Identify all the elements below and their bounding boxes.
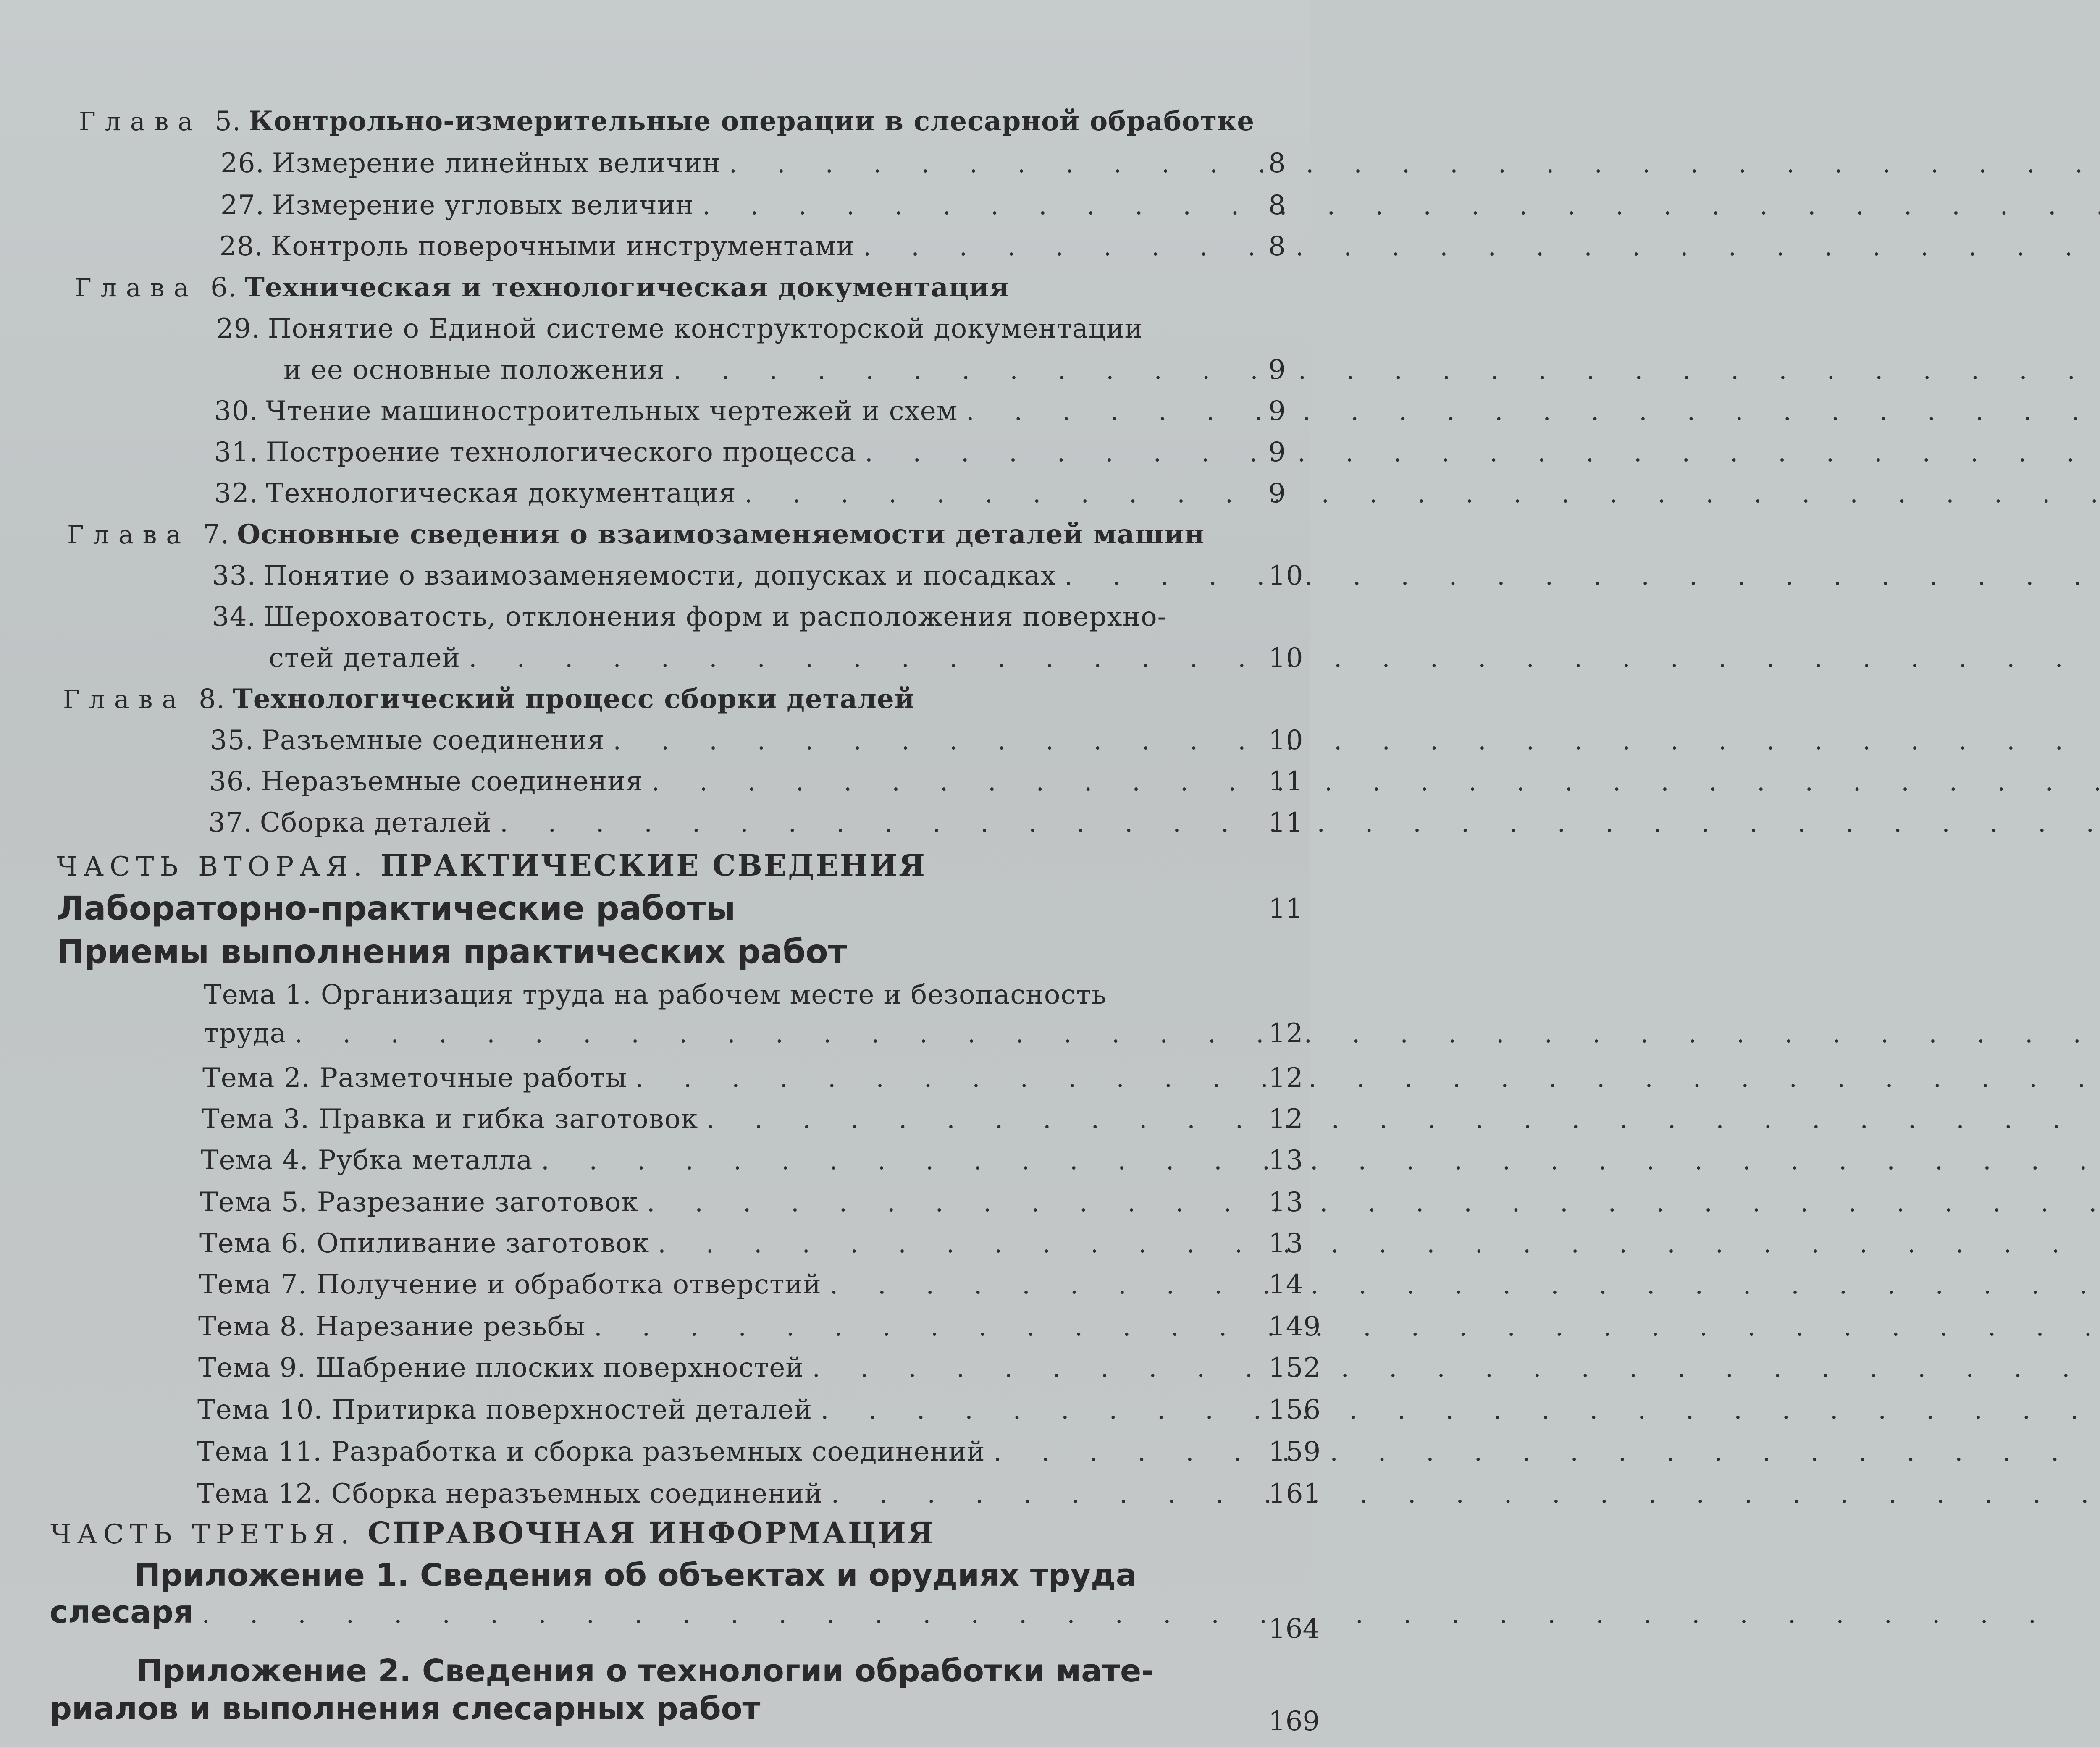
entry-number: 31. <box>214 437 258 468</box>
topic-title: Опиливание заготовок <box>316 1228 650 1259</box>
page-number: 156 <box>1268 1394 1321 1425</box>
leader-dots <box>821 1390 2100 1431</box>
part-prefix: ЧАСТЬ ВТОРАЯ. <box>57 851 368 882</box>
leader-dots <box>993 1432 2100 1473</box>
leader-dots <box>1064 556 2100 597</box>
topic-title: Сборка неразъемных соединений <box>331 1478 823 1509</box>
leader-dots <box>594 1306 2100 1348</box>
entry-number: 26. <box>220 148 265 179</box>
section-title: Лабораторно-практические работы <box>57 890 736 928</box>
page-number: 13 <box>1268 1187 1304 1218</box>
chapter-prefix: Глава <box>79 107 202 136</box>
leader-dots <box>729 143 2100 184</box>
leader-dots <box>658 1223 2100 1264</box>
leader-dots <box>745 473 2100 514</box>
entry-number: 33. <box>212 560 256 591</box>
page-number: 159 <box>1268 1436 1321 1467</box>
appendix-title: Приложение 2. Сведения о технологии обработки мате- <box>136 1653 1154 1689</box>
topic-label: Тема 8. <box>198 1311 306 1342</box>
topic-entry[interactable] <box>0 1182 1310 1223</box>
page-number: 152 <box>1268 1352 1321 1383</box>
leader-dots <box>673 350 2100 391</box>
topic-label: Тема 12. <box>197 1478 322 1509</box>
chapter-prefix: Глава <box>67 520 191 550</box>
topic-title: Нарезание резьбы <box>315 1311 586 1342</box>
entry-title: Контроль поверочными инструментами <box>270 231 855 262</box>
chapter-heading <box>0 101 1310 142</box>
entry-title: Понятие о Единой системе конструкторской документации <box>268 313 1143 344</box>
topic-entry[interactable] <box>0 1264 1310 1305</box>
entry-title: Измерение линейных величин <box>272 148 721 179</box>
entry-title: Чтение машиностроительных чертежей и схем <box>265 396 958 427</box>
topic-entry[interactable] <box>0 1347 1321 1388</box>
page-number: 8 <box>1268 148 1286 179</box>
entry-title: Сборка деталей <box>260 807 492 838</box>
page-number: 10 <box>1268 560 1304 591</box>
toc-entry[interactable] <box>0 143 1310 184</box>
toc-entry[interactable] <box>0 596 1310 637</box>
page-number: 149 <box>1268 1311 1321 1342</box>
entry-number: 27. <box>220 190 265 221</box>
topic-label: Тема 10. <box>197 1394 323 1425</box>
page-number: 12 <box>1268 1018 1304 1049</box>
page-number: 9 <box>1268 437 1286 468</box>
page-number: 11 <box>1268 807 1304 838</box>
topic-title: Разработка и сборка разъемных соединений <box>331 1436 985 1467</box>
entry-title: Технологическая документация <box>265 478 736 509</box>
entry-number: 35. <box>210 725 254 756</box>
entry-number: 30. <box>214 396 258 427</box>
entry-title: Неразъемные соединения <box>260 766 643 797</box>
topic-entry[interactable] <box>0 1140 1310 1181</box>
topic-title: Шабрение плоских поверхностей <box>315 1352 804 1383</box>
leader-dots <box>613 720 2100 761</box>
leader-dots <box>702 185 2100 226</box>
page-number: 12 <box>1268 1104 1304 1135</box>
page-number: 10 <box>1268 725 1304 756</box>
page-number: 8 <box>1268 231 1286 262</box>
leader-dots <box>541 1140 2100 1181</box>
chapter-number: 5. <box>215 106 242 137</box>
entry-number: 36. <box>209 766 253 797</box>
topic-title: Получение и обработка отверстий <box>316 1269 822 1300</box>
toc-entry[interactable] <box>0 555 1310 596</box>
topic-label: Тема 7. <box>199 1269 307 1300</box>
topic-label: Тема 5. <box>200 1187 308 1218</box>
chapter-number: 8. <box>199 684 226 715</box>
chapter-number: 6. <box>210 272 237 303</box>
entry-number: 37. <box>208 807 252 838</box>
chapter-title: Основные сведения о взаимозаменяемости деталей машин <box>237 519 1205 550</box>
entry-title: Разъемные соединения <box>261 725 605 756</box>
entry-title: Понятие о взаимозаменяемости, допусках и посадках <box>263 560 1056 591</box>
topic-label: Тема 2. <box>202 1062 310 1094</box>
topic-label: Тема 9. <box>198 1352 306 1383</box>
toc-entry[interactable] <box>0 391 1310 432</box>
entry-title: Измерение угловых величин <box>272 190 694 221</box>
part-heading <box>0 845 1310 886</box>
part-prefix: ЧАСТЬ ТРЕТЬЯ. <box>50 1519 355 1550</box>
appendix-title-continued: риалов и выполнения слесарных работ <box>50 1691 761 1727</box>
toc-entry[interactable] <box>0 185 1310 226</box>
page-number: 13 <box>1268 1228 1304 1259</box>
chapter-title: Технологический процесс сборки деталей <box>233 683 915 715</box>
appendix-entry-continued[interactable] <box>0 1688 1320 1737</box>
page-number: 11 <box>1268 766 1304 797</box>
topic-title: Разметочные работы <box>319 1062 627 1094</box>
toc-entry[interactable] <box>0 432 1310 473</box>
page-number: 169 <box>1268 1706 1320 1737</box>
appendix-entry[interactable] <box>0 1650 1310 1692</box>
chapter-prefix: Глава <box>63 685 186 714</box>
leader-dots <box>295 1013 2100 1054</box>
topic-entry[interactable] <box>0 1306 1321 1347</box>
leader-dots <box>831 1474 2100 1515</box>
entry-number: 34. <box>212 601 256 632</box>
appendix-title-continued: слесаря <box>50 1594 194 1630</box>
part-title: СПРАВОЧНАЯ ИНФОРМАЦИЯ <box>368 1516 935 1550</box>
page-number: 10 <box>1268 643 1304 674</box>
entry-title-continued: и ее основные положения <box>284 354 665 386</box>
chapter-heading <box>0 514 1310 555</box>
topic-title: Правка и гибка заготовок <box>318 1104 698 1135</box>
toc-entry-continued[interactable] <box>0 349 1310 391</box>
entry-title: Построение технологического процесса <box>265 437 857 468</box>
topic-label: Тема 1. <box>204 979 312 1010</box>
section-heading[interactable] <box>0 888 1310 929</box>
page-number: 161 <box>1268 1478 1321 1509</box>
entry-number: 28. <box>219 231 263 262</box>
chapter-number: 7. <box>203 519 230 550</box>
chapter-title: Контрольно-измерительные операции в слесарной обработке <box>249 105 1255 137</box>
page-number: 164 <box>1268 1613 1320 1645</box>
topic-entry[interactable] <box>0 1389 1321 1430</box>
page-number: 13 <box>1268 1145 1304 1176</box>
chapter-title: Техническая и технологическая документация <box>244 272 1010 303</box>
page-number: 12 <box>1268 1062 1304 1094</box>
appendix-entry-continued[interactable] <box>0 1592 1320 1645</box>
topic-label: Тема 6. <box>200 1228 307 1259</box>
appendix-entry[interactable] <box>0 1555 1310 1596</box>
part-title: ПРАКТИЧЕСКИЕ СВЕДЕНИЯ <box>380 848 927 883</box>
page-number: 9 <box>1268 396 1286 427</box>
leader-dots <box>812 1348 2100 1389</box>
appendix-title: Приложение 1. Сведения об объектах и орудиях труда <box>134 1557 1137 1593</box>
topic-title: Разрезание заготовок <box>317 1187 639 1218</box>
page-number: 8 <box>1268 190 1286 221</box>
leader-dots <box>865 432 2100 473</box>
topic-title-continued: труда <box>204 1018 286 1049</box>
part-heading <box>0 1513 1310 1554</box>
toc-entry[interactable] <box>0 802 1310 843</box>
section-title: Приемы выполнения практических работ <box>57 933 847 971</box>
page-number: 9 <box>1268 478 1286 509</box>
leader-dots <box>635 1058 2100 1099</box>
topic-label: Тема 3. <box>202 1104 310 1135</box>
topic-title: Рубка металла <box>318 1145 533 1176</box>
toc-entry[interactable] <box>0 473 1310 514</box>
topic-entry[interactable] <box>0 1057 1310 1099</box>
topic-title: Притирка поверхностей деталей <box>332 1394 813 1425</box>
topic-entry[interactable] <box>0 1431 1321 1472</box>
topic-label: Тема 4. <box>201 1145 309 1176</box>
toc-entry[interactable] <box>0 761 1310 802</box>
topic-title: Организация труда на рабочем месте и безопасность <box>320 979 1107 1010</box>
page-number: 11 <box>1268 893 1303 924</box>
leader-dots <box>651 761 2100 803</box>
leader-dots <box>647 1182 2100 1223</box>
topic-entry[interactable] <box>0 1099 1310 1140</box>
chapter-prefix: Глава <box>75 273 198 303</box>
chapter-heading <box>0 679 1310 720</box>
entry-number: 29. <box>216 313 260 344</box>
toc-entry[interactable] <box>0 308 1310 349</box>
toc-entry-continued[interactable] <box>0 637 1310 679</box>
chapter-heading <box>0 267 1310 308</box>
topic-entry[interactable] <box>0 1473 1321 1514</box>
toc-entry[interactable] <box>0 226 1310 267</box>
page-number: 9 <box>1268 354 1286 386</box>
leader-dots <box>202 1594 2037 1635</box>
section-heading <box>0 931 1310 973</box>
topic-label: Тема 11. <box>197 1436 322 1467</box>
leader-dots <box>863 226 2100 268</box>
entry-title-continued: стей деталей <box>269 643 461 674</box>
leader-dots <box>830 1264 2100 1306</box>
topic-entry[interactable] <box>0 974 1310 1015</box>
toc-entry[interactable] <box>0 720 1310 761</box>
leader-dots <box>706 1099 2100 1140</box>
leader-dots <box>966 391 2100 432</box>
entry-title: Шероховатость, отклонения форм и расположения поверхно- <box>263 601 1167 632</box>
topic-entry[interactable] <box>0 1223 1310 1264</box>
topic-entry-continued[interactable] <box>0 1013 1310 1054</box>
entry-number: 32. <box>214 478 258 509</box>
page-number: 14 <box>1268 1269 1304 1300</box>
